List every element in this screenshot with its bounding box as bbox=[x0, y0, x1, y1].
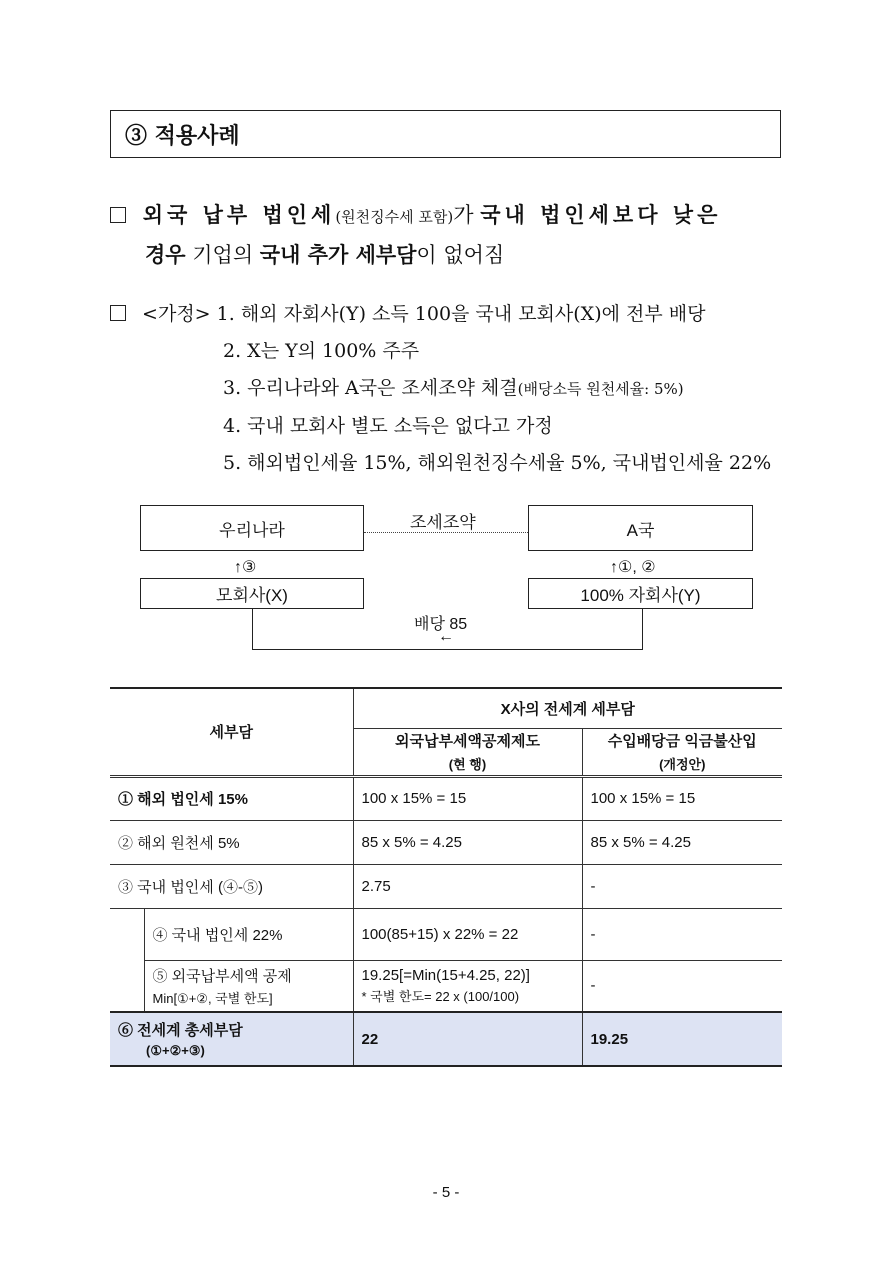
left-arrow-icon: ← bbox=[438, 628, 454, 645]
row-proposed: 100 x 15% = 15 bbox=[582, 776, 782, 820]
row-proposed: - bbox=[582, 864, 782, 908]
row-proposed: - bbox=[582, 960, 782, 1012]
checkbox-bullet-icon bbox=[110, 305, 126, 321]
row-label-line1: ⑤ 외국납부세액 공제 bbox=[152, 967, 292, 985]
indent-cell bbox=[110, 908, 144, 960]
dividend-label: 배당 85 bbox=[414, 616, 468, 633]
checkbox-bullet-icon bbox=[110, 207, 126, 223]
bullet-text-6: 기업의 bbox=[185, 243, 260, 267]
col-header-proposed-title: 수입배당금 익금불산입 bbox=[607, 733, 757, 750]
table-row bbox=[110, 908, 782, 960]
row-label: ③ 국내 법인세 (④-⑤) bbox=[110, 864, 353, 908]
tax-burden-table bbox=[110, 687, 782, 1067]
section-title: ③ 적용사례 bbox=[125, 123, 240, 149]
row-proposed: - bbox=[582, 908, 782, 960]
assumption-item: 1. 해외 자회사(Y) 소득 100을 국내 모회사(X)에 전부 배당 bbox=[216, 303, 706, 325]
assumptions-block bbox=[110, 296, 771, 482]
row-label bbox=[144, 960, 353, 1012]
total-current: 22 bbox=[353, 1012, 582, 1066]
row-current: 100(85+15) x 22% = 22 bbox=[353, 908, 582, 960]
row-label-line2: Min[①+②, 국별 한도] bbox=[152, 990, 273, 1006]
bullet-text-1: 외국 납부 법인세 bbox=[142, 202, 336, 227]
country-a-label: A국 bbox=[626, 520, 655, 540]
parent-company-label: 모회사(X) bbox=[216, 586, 288, 605]
row-label: ① 해외 법인세 15% bbox=[110, 776, 353, 820]
arrow-1-2-label: ↑①, ② bbox=[610, 559, 656, 576]
total-proposed: 19.25 bbox=[582, 1012, 782, 1066]
bullet-text-3: 가 bbox=[453, 203, 481, 227]
total-label bbox=[110, 1012, 353, 1066]
assumption-item: 3. 우리나라와 A국은 조세조약 체결 bbox=[223, 377, 518, 399]
assumption-item: 4. 국내 모회사 별도 소득은 없다고 가정 bbox=[223, 415, 553, 437]
bullet-text-7: 국내 추가 세부담 bbox=[259, 242, 417, 267]
row-label: ④ 국내 법인세 22% bbox=[144, 908, 353, 960]
col-header-current bbox=[353, 728, 582, 776]
bullet-text-2: (원천징수세 포함) bbox=[335, 208, 454, 226]
bullet-text-8: 이 없어짐 bbox=[416, 243, 505, 267]
treaty-dotted-line bbox=[364, 532, 528, 533]
subsidiary-label: 100% 자회사(Y) bbox=[580, 586, 701, 605]
table-row bbox=[110, 960, 782, 1012]
col-header-group: X사의 전세계 세부담 bbox=[353, 688, 782, 728]
total-label-line2: (①+②+③) bbox=[146, 1043, 205, 1058]
section-header-box bbox=[110, 110, 781, 158]
country-a-box bbox=[528, 505, 753, 551]
table-row bbox=[110, 864, 782, 908]
subsidiary-box bbox=[528, 578, 753, 609]
arrow-3-label: ↑③ bbox=[234, 559, 257, 576]
summary-bullet bbox=[110, 196, 785, 274]
col-header-current-sub: (현 행) bbox=[448, 757, 487, 772]
treaty-label: 조세조약 bbox=[410, 513, 476, 532]
row-current: 85 x 5% = 4.25 bbox=[353, 820, 582, 864]
table-row bbox=[110, 776, 782, 820]
row-current-line2: * 국별 한도= 22 x (100/100) bbox=[361, 988, 520, 1004]
col-header-tax-burden: 세부담 bbox=[110, 688, 353, 776]
assumption-note: (배당소득 원천세율: 5%) bbox=[517, 380, 684, 398]
assumption-item: 2. X는 Y의 100% 주주 bbox=[223, 340, 420, 362]
col-header-current-title: 외국납부세액공제제도 bbox=[395, 733, 540, 750]
row-current: 2.75 bbox=[353, 864, 582, 908]
assumption-item: 5. 해외법인세율 15%, 해외원천징수세율 5%, 국내법인세율 22% bbox=[223, 452, 772, 474]
row-proposed: 85 x 5% = 4.25 bbox=[582, 820, 782, 864]
indent-cell bbox=[110, 960, 144, 1012]
table-row bbox=[110, 820, 782, 864]
col-header-proposed bbox=[582, 728, 782, 776]
page-number: - 5 - bbox=[432, 1184, 460, 1201]
total-row bbox=[110, 1012, 782, 1066]
row-label: ② 해외 원천세 5% bbox=[110, 820, 353, 864]
row-current: 100 x 15% = 15 bbox=[353, 776, 582, 820]
korea-box bbox=[140, 505, 364, 551]
col-header-proposed-sub: (개정안) bbox=[659, 757, 706, 772]
korea-label: 우리나라 bbox=[219, 520, 285, 540]
parent-company-box bbox=[140, 578, 364, 609]
row-current bbox=[353, 960, 582, 1012]
bullet-text-5: 경우 bbox=[145, 242, 186, 267]
assumptions-label: <가정> bbox=[142, 303, 211, 325]
total-label-line1: ⑥ 전세계 총세부담 bbox=[118, 1022, 243, 1039]
bullet-text-4: 국내 법인세보다 낮은 bbox=[480, 202, 722, 227]
row-current-line1: 19.25[=Min(15+4.25, 22)] bbox=[361, 966, 530, 984]
